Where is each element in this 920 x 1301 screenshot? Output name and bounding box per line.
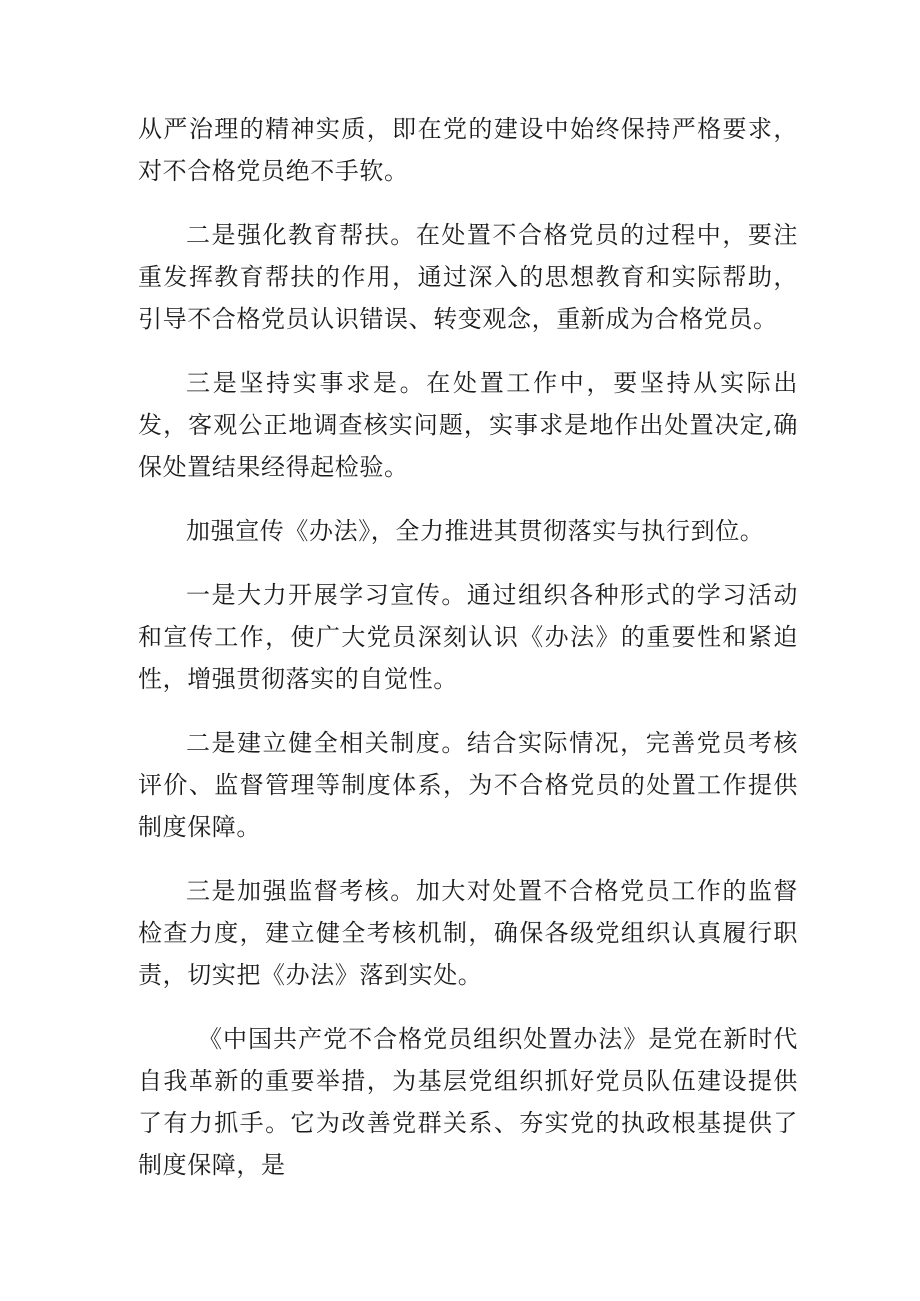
paragraph-promote-measures: 加强宣传《办法》，全力推进其贯彻落实与执行到位。 — [186, 517, 765, 545]
paragraph-conclusion: 《中国共产党不合格党员组织处置办法》是党在新时代自我革新的重要举措，为基层党组织抓好党员队伍建设提供了有力抓手。它为改善党群关系、夯实党的执政根基提供了制度保障，是 — [138, 1025, 798, 1179]
paragraph-establish-systems: 二是建立健全相关制度。结合实际情况，完善党员考核评价、监督管理等制度体系，为不合格党员的处置工作提供制度保障。 — [138, 729, 798, 841]
paragraph-continuation: 从严治理的精神实质，即在党的建设中始终保持严格要求，对不合格党员绝不手软。 — [138, 115, 798, 185]
paragraph-supervision: 三是加强监督考核。加大对处置不合格党员工作的监督检查力度，建立健全考核机制，确保各级党组织认真履行职责，切实把《办法》落到实处。 — [138, 877, 798, 989]
paragraph-education-support: 二是强化教育帮扶。在处置不合格党员的过程中，要注重发挥教育帮扶的作用，通过深入的思想教育和实际帮助，引导不合格党员认识错误、转变观念，重新成为合格党员。 — [138, 221, 798, 333]
paragraph-seek-truth: 三是坚持实事求是。在处置工作中，要坚持从实际出发，客观公正地调查核实问题，实事求是地作出处置决定,确保处置结果经得起检验。 — [138, 369, 798, 481]
paragraph-study-promotion: 一是大力开展学习宣传。通过组织各种形式的学习活动和宣传工作，使广大党员深刻认识《办法》的重要性和紧迫性，增强贯彻落实的自觉性。 — [138, 581, 798, 693]
document-body — [138, 108, 798, 1208]
